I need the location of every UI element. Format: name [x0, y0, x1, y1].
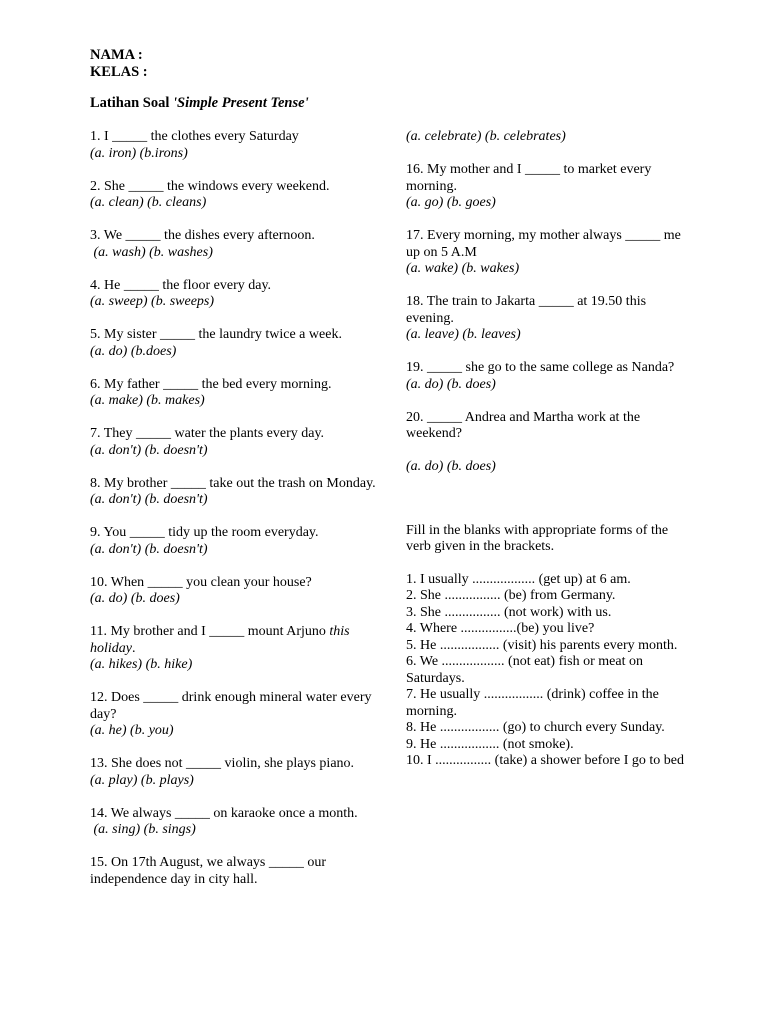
question-text: 12. Does _____ drink enough mineral water every day?: [90, 690, 372, 722]
question-text: 17. Every morning, my mother always _____ me up on 5 A.M: [406, 228, 681, 260]
question-text: 2. She _____ the windows every weekend.: [90, 178, 330, 194]
question-text-emphasis: this holiday: [90, 624, 350, 656]
question-5: [90, 327, 380, 360]
question-20: [406, 410, 696, 476]
question-text: 4. He _____ the floor every day.: [90, 277, 272, 293]
nama-label: NAMA :: [90, 47, 143, 63]
question-text: 20. _____ Andrea and Martha work at the weekend?: [406, 409, 641, 441]
question-3: [90, 228, 380, 261]
right-column: [406, 129, 696, 770]
question-13: [90, 756, 380, 789]
fill-item-9: 9. He ................. (not smoke).: [406, 736, 574, 752]
question-text: 6. My father _____ the bed every morning.: [90, 376, 332, 392]
question-options: (a. do) (b. does): [406, 376, 496, 392]
fill-instruction: Fill in the blanks with appropriate forms of the verb given in the brackets.: [406, 522, 669, 554]
question-options: (a. celebrate) (b. celebrates): [406, 129, 566, 144]
question-text: 18. The train to Jakarta _____ at 19.50 this evening.: [406, 294, 647, 326]
question-options: (a. sweep) (b. sweeps): [90, 294, 215, 309]
spacer: [406, 443, 696, 460]
question-options: (a. do) (b. does): [406, 459, 496, 474]
question-text: 14. We always _____ on karaoke once a month.: [90, 805, 358, 821]
question-options: (a. don't) (b. doesn't): [90, 492, 208, 507]
question-4: [90, 278, 380, 311]
fill-item-1: 1. I usually .................. (get up) at 6 am.: [406, 571, 631, 587]
question-text-main: 11. My brother and I _____ mount Arjuno: [90, 624, 330, 639]
question-17: [406, 228, 696, 278]
question-15-options: [406, 129, 696, 146]
question-7: [90, 426, 380, 459]
question-options: (a. he) (b. you): [90, 723, 174, 738]
question-10: [90, 575, 380, 608]
fill-item-8: 8. He ................. (go) to church every Sunday.: [406, 720, 665, 735]
fill-item-7: 7. He usually ................. (drink) coffee in the morning.: [406, 687, 659, 719]
question-options: (a. do) (b.does): [90, 343, 177, 359]
question-text: 8. My brother _____ take out the trash on Monday.: [90, 475, 376, 491]
fill-in-list: [406, 572, 696, 770]
question-options: (a. sing) (b. sings): [90, 822, 196, 837]
question-text: 1. I _____ the clothes every Saturday: [90, 129, 299, 144]
question-18: [406, 294, 696, 344]
question-options: (a. clean) (b. cleans): [90, 195, 207, 210]
question-2: [90, 179, 380, 212]
question-options: (a. make) (b. makes): [90, 393, 205, 408]
question-6: [90, 377, 380, 410]
question-1: [90, 129, 380, 162]
question-8: [90, 476, 380, 509]
title-emphasis: 'Simple Present Tense': [173, 95, 309, 111]
question-options: (a. leave) (b. leaves): [406, 327, 521, 342]
fill-item-4: 4. Where ................(be) you live?: [406, 621, 595, 636]
left-column: [90, 129, 380, 905]
fill-item-10: 10. I ................ (take) a shower before I go to bed: [406, 753, 684, 768]
question-options: (a. don't) (b. doesn't): [90, 442, 208, 458]
question-text: 5. My sister _____ the laundry twice a week.: [90, 327, 342, 342]
question-text: 16. My mother and I _____ to market every morning.: [406, 162, 652, 194]
question-19: [406, 360, 696, 393]
question-options: (a. wash) (b. washes): [90, 244, 213, 260]
question-15: [90, 855, 380, 888]
question-text: 19. _____ she go to the same college as Nanda?: [406, 360, 675, 375]
fill-item-2: 2. She ................ (be) from Germany.: [406, 588, 616, 603]
page-title: [90, 95, 309, 112]
question-14: [90, 806, 380, 839]
question-options: (a. don't) (b. doesn't): [90, 541, 208, 557]
question-text: 9. You _____ tidy up the room everyday.: [90, 525, 319, 540]
student-info-header: [90, 47, 148, 81]
question-11: [90, 624, 380, 674]
fill-item-6: 6. We .................. (not eat) fish or meat on Saturdays.: [406, 654, 643, 686]
question-16: [406, 162, 696, 212]
question-text-end: .: [132, 640, 136, 656]
question-options: (a. wake) (b. wakes): [406, 261, 520, 276]
question-12: [90, 690, 380, 740]
question-text: 13. She does not _____ violin, she plays piano.: [90, 756, 355, 771]
question-options: (a. hikes) (b. hike): [90, 657, 193, 672]
question-text: [90, 624, 380, 657]
fill-item-5: 5. He ................. (visit) his parents every month.: [406, 637, 678, 653]
question-text: 15. On 17th August, we always _____ our independence day in city hall.: [90, 855, 327, 887]
question-text: 3. We _____ the dishes every afternoon.: [90, 228, 315, 243]
question-options: (a. go) (b. goes): [406, 195, 496, 210]
question-options: (a. play) (b. plays): [90, 772, 194, 788]
question-text: 10. When _____ you clean your house?: [90, 574, 312, 590]
kelas-label: KELAS :: [90, 64, 148, 80]
title-prefix: Latihan Soal: [90, 95, 173, 111]
question-text: 7. They _____ water the plants every day.: [90, 426, 325, 441]
question-options: (a. iron) (b.irons): [90, 145, 188, 161]
fill-item-3: 3. She ................ (not work) with us.: [406, 604, 612, 620]
question-9: [90, 525, 380, 558]
question-options: (a. do) (b. does): [90, 591, 180, 606]
